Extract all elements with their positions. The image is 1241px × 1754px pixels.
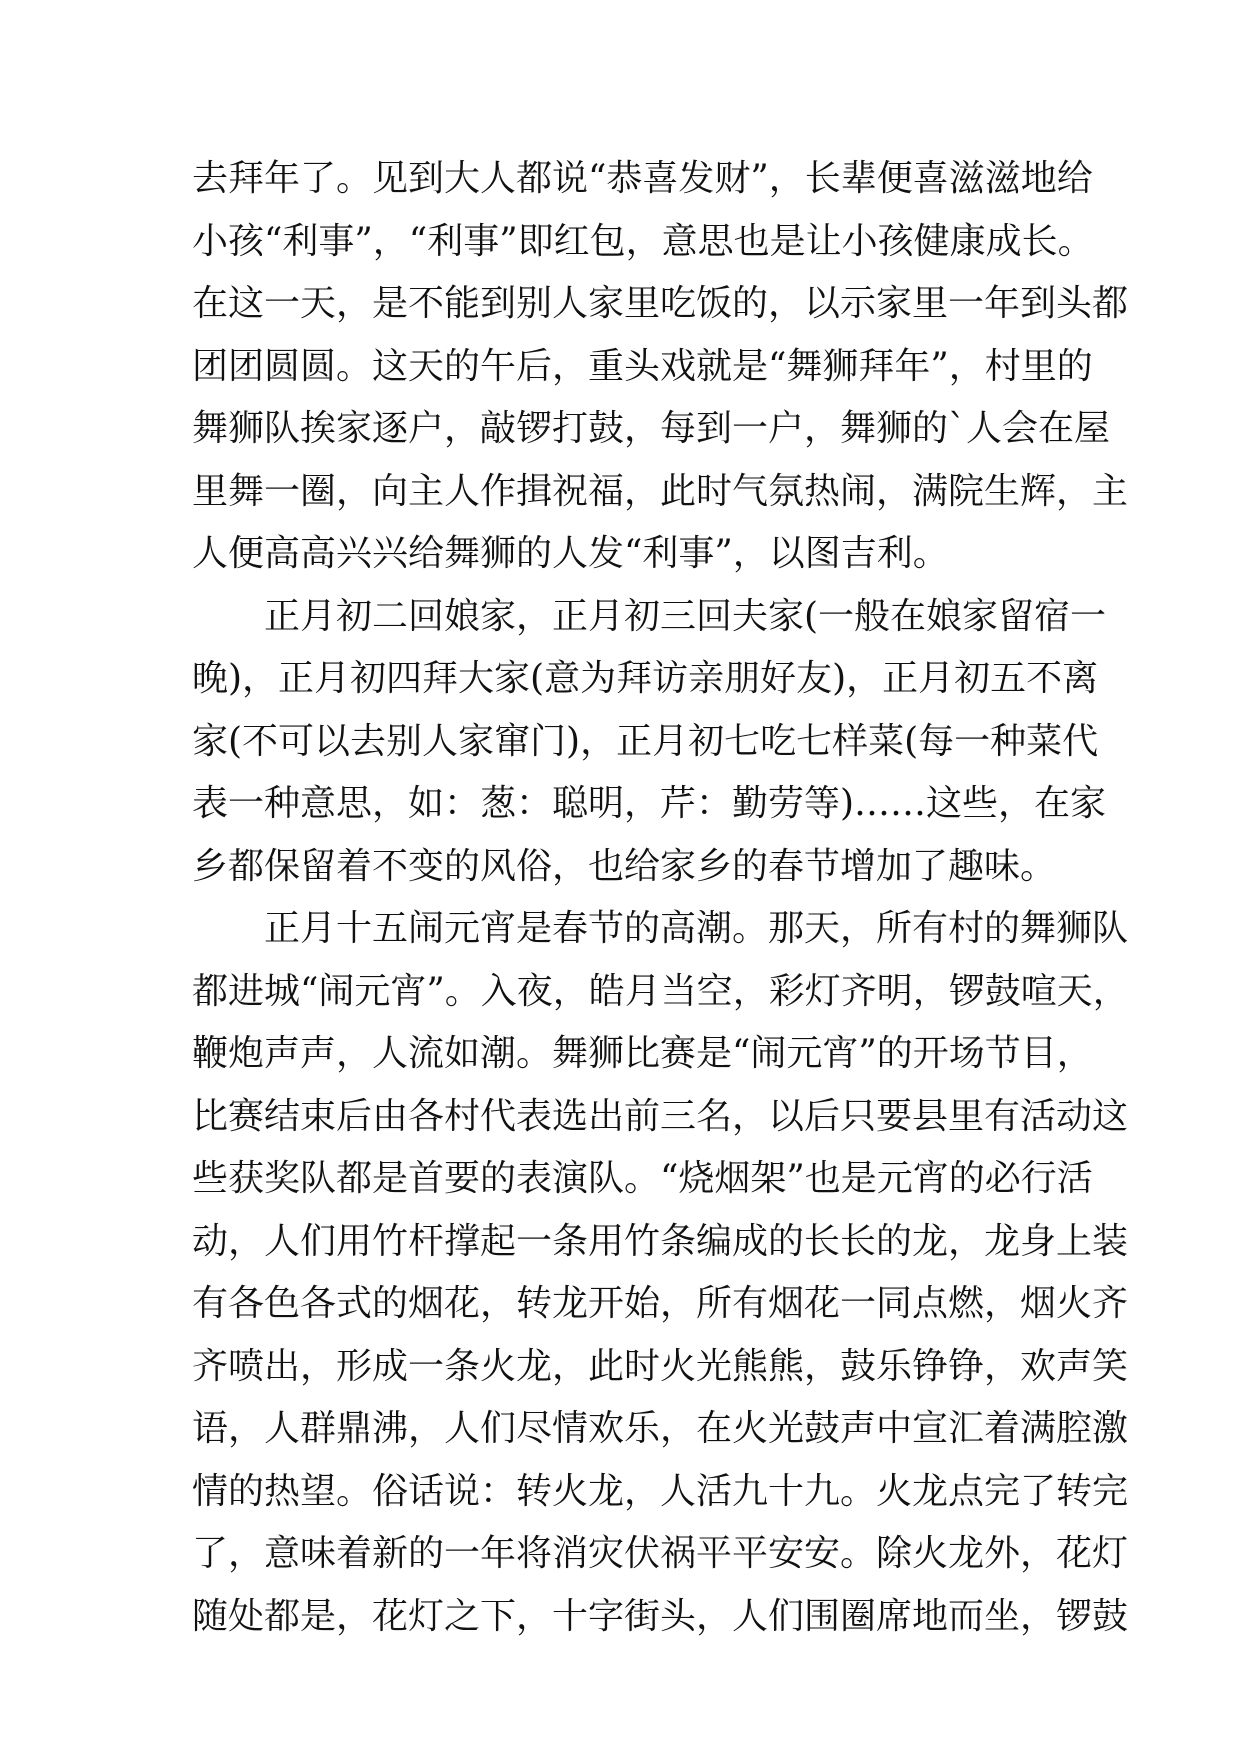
text-line: 家(不可以去别人家窜门)，正月初七吃七样菜(每一种菜代	[192, 720, 1099, 762]
paragraph-1	[192, 148, 1129, 586]
text-line: 在这一天，是不能到别人家里吃饭的，以示家里一年到头都	[192, 283, 1129, 324]
text-line: 晚)，正月初四拜大家(意为拜访亲朋好友)，正月初五不离	[192, 658, 1099, 699]
body-text	[192, 148, 1129, 1648]
text-line: 都进城“闹元宵”。入夜，皓月当空，彩灯齐明，锣鼓喧天，	[192, 970, 1129, 1012]
text-line: 了，意味着新的一年将消灾伏祸平平安安。除火龙外，花灯	[192, 1533, 1129, 1574]
text-line: 小孩“利事”，“利事”即红包，意思也是让小孩健康成长。	[192, 220, 1094, 262]
text-line: 里舞一圈，向主人作揖祝福，此时气氛热闹，满院生辉，主	[192, 470, 1129, 512]
text-line: 动，人们用竹杆撑起一条用竹条编成的长长的龙，龙身上装	[192, 1220, 1129, 1262]
text-line: 有各色各式的烟花，转龙开始，所有烟花一同点燃，烟火齐	[192, 1283, 1129, 1324]
text-line: 人便高高兴兴给舞狮的人发“利事”，以图吉利。	[192, 533, 949, 574]
text-line: 语，人群鼎沸，人们尽情欢乐，在火光鼓声中宣汇着满腔激	[192, 1408, 1129, 1449]
paragraph-3	[192, 898, 1129, 1648]
text-line: 鞭炮声声，人流如潮。舞狮比赛是“闹元宵”的开场节目，	[192, 1033, 1093, 1074]
text-line: 表一种意思，如：葱：聪明，芹：勤劳等)……这些，在家	[192, 783, 1107, 824]
text-line: 比赛结束后由各村代表选出前三名，以后只要县里有活动这	[192, 1095, 1129, 1137]
text-line: 乡都保留着不变的风俗，也给家乡的春节增加了趣味。	[192, 845, 1057, 887]
text-line: 去拜年了。见到大人都说“恭喜发财”，长辈便喜滋滋地给	[192, 158, 1093, 199]
text-line: 随处都是，花灯之下，十字街头，人们围圈席地而坐，锣鼓	[192, 1595, 1129, 1637]
paragraph-2	[192, 586, 1107, 899]
text-line: 正月十五闹元宵是春节的高潮。那天，所有村的舞狮队	[192, 908, 1129, 949]
text-line: 团团圆圆。这天的午后，重头戏就是“舞狮拜年”，村里的	[192, 345, 1093, 387]
text-line: 齐喷出，形成一条火龙，此时火光熊熊，鼓乐铮铮，欢声笑	[192, 1345, 1129, 1387]
text-line: 正月初二回娘家，正月初三回夫家(一般在娘家留宿一	[192, 595, 1107, 637]
text-line: 舞狮队挨家逐户，敲锣打鼓，每到一户，舞狮的`人会在屋	[192, 408, 1111, 449]
text-line: 些获奖队都是首要的表演队。“烧烟架”也是元宵的必行活	[192, 1158, 1093, 1199]
text-line: 情的热望。俗话说：转火龙，人活九十九。火龙点完了转完	[192, 1470, 1129, 1512]
